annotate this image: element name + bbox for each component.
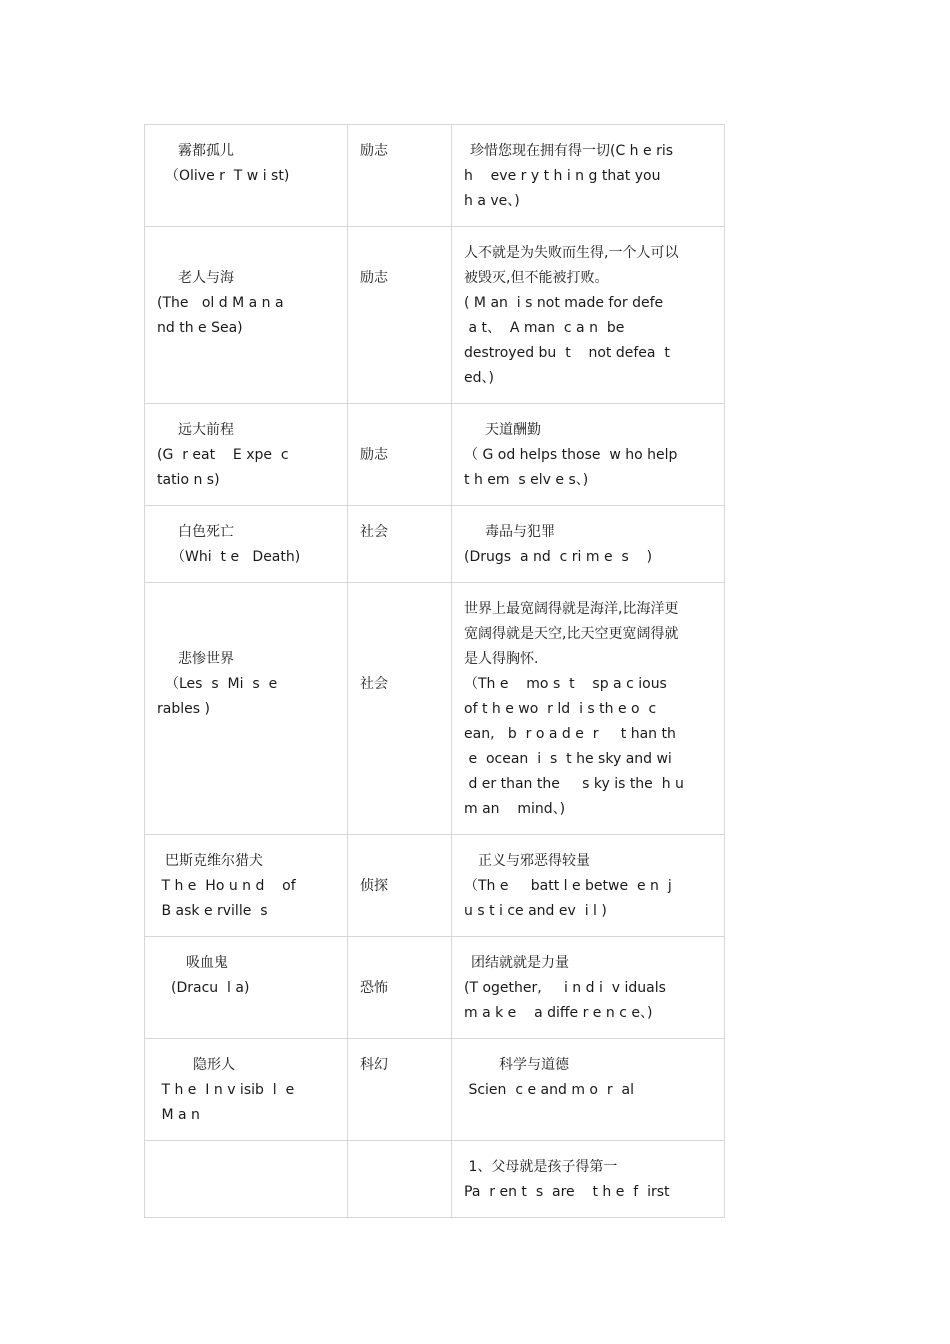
title-cn: 巴斯克维尔猎犬 bbox=[165, 853, 263, 869]
genre-label: 励志 bbox=[360, 447, 388, 463]
theme-cell bbox=[452, 937, 725, 1039]
title-en: T h e Ho u n d of bbox=[157, 878, 296, 894]
title-en: (Dracu l a) bbox=[171, 980, 250, 996]
genre-cell bbox=[348, 227, 452, 404]
genre-label: 科幻 bbox=[360, 1057, 388, 1073]
table-row bbox=[145, 835, 725, 937]
theme-cell bbox=[452, 506, 725, 583]
title-en: （Olive r T w i st) bbox=[165, 168, 290, 184]
theme-line: ed、) bbox=[464, 370, 494, 386]
theme-line: 世界上最宽阔得就是海洋,比海洋更 bbox=[464, 601, 679, 617]
genre-label: 社会 bbox=[360, 524, 388, 540]
title-en: nd th e Sea) bbox=[157, 320, 243, 336]
title-en: tatio n s) bbox=[157, 472, 220, 488]
theme-cell bbox=[452, 1141, 725, 1218]
title-cell bbox=[145, 1141, 348, 1218]
title-cn: 隐形人 bbox=[193, 1057, 235, 1073]
title-cell bbox=[145, 404, 348, 506]
genre-cell bbox=[348, 835, 452, 937]
title-en: B ask e rville s bbox=[157, 903, 268, 919]
title-en: （Whi t e Death) bbox=[171, 549, 301, 565]
genre-cell bbox=[348, 125, 452, 227]
theme-line: 1、父母就是孩子得第一 bbox=[464, 1159, 618, 1175]
genre-cell bbox=[348, 404, 452, 506]
table-row bbox=[145, 1141, 725, 1218]
theme-line: (T ogether, i n d i v iduals bbox=[464, 980, 666, 996]
genre-cell bbox=[348, 1039, 452, 1141]
title-cell bbox=[145, 506, 348, 583]
book-theme-table bbox=[144, 124, 725, 1218]
genre-cell bbox=[348, 583, 452, 835]
title-cell bbox=[145, 937, 348, 1039]
theme-cell bbox=[452, 835, 725, 937]
genre-label: 恐怖 bbox=[360, 980, 388, 996]
theme-line: 天道酬勤 bbox=[485, 422, 541, 438]
table-row bbox=[145, 583, 725, 835]
theme-line: m an mind、) bbox=[464, 801, 566, 817]
theme-cell bbox=[452, 125, 725, 227]
table-row bbox=[145, 506, 725, 583]
theme-line: 宽阔得就是天空,比天空更宽阔得就 bbox=[464, 626, 679, 642]
title-cn: 白色死亡 bbox=[178, 524, 234, 540]
table-row bbox=[145, 227, 725, 404]
theme-line: 正义与邪恶得较量 bbox=[478, 853, 590, 869]
theme-line: 是人得胸怀. bbox=[464, 651, 539, 667]
genre-cell bbox=[348, 506, 452, 583]
genre-label: 社会 bbox=[360, 676, 388, 692]
theme-line: m a k e a diffe r e n c e、) bbox=[464, 1005, 653, 1021]
genre-cell bbox=[348, 937, 452, 1039]
genre-label: 励志 bbox=[360, 143, 388, 159]
genre-cell bbox=[348, 1141, 452, 1218]
genre-label: 侦探 bbox=[360, 878, 388, 894]
theme-line: (Drugs a nd c ri m e s ) bbox=[464, 549, 653, 565]
title-en: (G r eat E xpe c bbox=[157, 447, 289, 463]
theme-line: （ G od helps those w ho help bbox=[464, 447, 678, 463]
theme-line: 团结就就是力量 bbox=[471, 955, 569, 971]
theme-line: h eve r y t h i n g that you bbox=[464, 168, 661, 184]
theme-line: Pa r en t s are t h e f irst bbox=[464, 1184, 670, 1200]
theme-line: 科学与道德 bbox=[499, 1057, 569, 1073]
title-cn: 远大前程 bbox=[178, 422, 234, 438]
genre-label: 励志 bbox=[360, 270, 388, 286]
theme-line: （Th e batt l e betwe e n j bbox=[464, 878, 672, 894]
theme-line: e ocean i s t he sky and wi bbox=[464, 751, 672, 767]
theme-line: ean, b r o a d e r t han th bbox=[464, 726, 676, 742]
title-cn: 吸血鬼 bbox=[186, 955, 228, 971]
title-cn: 悲惨世界 bbox=[178, 651, 234, 667]
theme-line: （Th e mo s t sp a c ious bbox=[464, 676, 667, 692]
title-cn: 霧都孤儿 bbox=[178, 143, 234, 159]
theme-cell bbox=[452, 583, 725, 835]
title-en: rables ) bbox=[157, 701, 210, 717]
title-en: （Les s Mi s e bbox=[165, 676, 278, 692]
title-cell bbox=[145, 227, 348, 404]
title-en: (The ol d M a n a bbox=[157, 295, 284, 311]
title-en: M a n bbox=[157, 1107, 200, 1123]
theme-line: d er than the s ky is the h u bbox=[464, 776, 684, 792]
title-cell bbox=[145, 125, 348, 227]
theme-line: ( M an i s not made for defe bbox=[464, 295, 664, 311]
theme-line: 珍惜您现在拥有得一切(C h e ris bbox=[470, 143, 674, 159]
theme-line: Scien c e and m o r al bbox=[464, 1082, 634, 1098]
theme-line: 毒品与犯罪 bbox=[485, 524, 555, 540]
table-row bbox=[145, 937, 725, 1039]
theme-cell bbox=[452, 1039, 725, 1141]
title-cell bbox=[145, 835, 348, 937]
theme-cell bbox=[452, 404, 725, 506]
theme-line: 人不就是为失败而生得,一个人可以 bbox=[464, 245, 679, 261]
theme-line: of t h e wo r ld i s th e o c bbox=[464, 701, 657, 717]
title-cn: 老人与海 bbox=[178, 270, 234, 286]
theme-line: a t、 A man c a n be bbox=[464, 320, 625, 336]
theme-line: destroyed bu t not defea t bbox=[464, 345, 670, 361]
table-row bbox=[145, 1039, 725, 1141]
table-row bbox=[145, 404, 725, 506]
theme-line: 被毁灭,但不能被打败。 bbox=[464, 270, 609, 286]
theme-cell bbox=[452, 227, 725, 404]
title-en: T h e I n v isib l e bbox=[157, 1082, 295, 1098]
table-row bbox=[145, 125, 725, 227]
title-cell bbox=[145, 583, 348, 835]
title-cell bbox=[145, 1039, 348, 1141]
theme-line: h a ve、) bbox=[464, 193, 520, 209]
theme-line: u s t i ce and ev i l ) bbox=[464, 903, 607, 919]
theme-line: t h em s elv e s、) bbox=[464, 472, 589, 488]
